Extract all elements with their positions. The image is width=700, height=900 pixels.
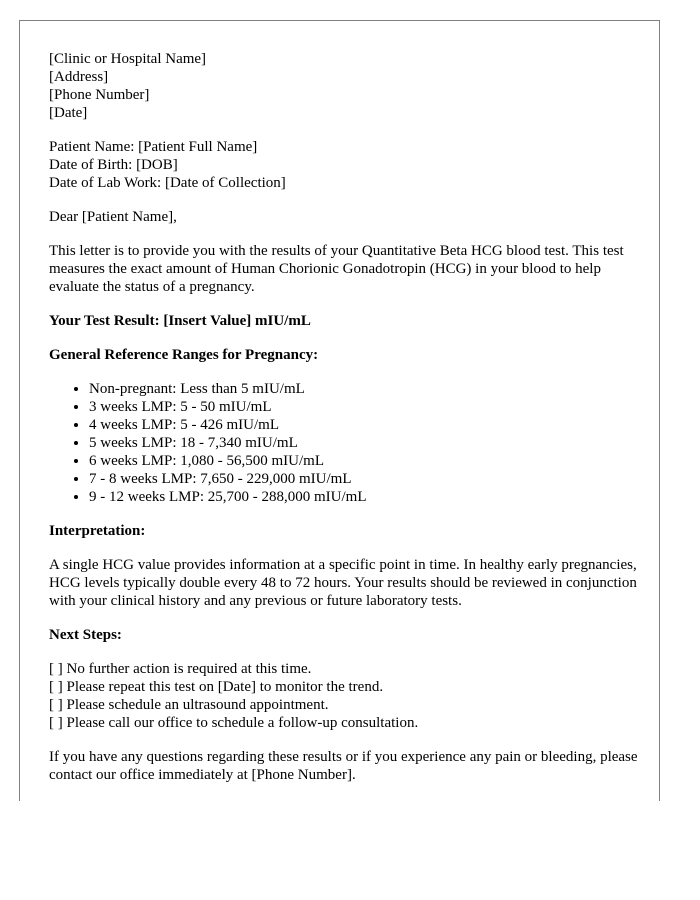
range-item: • 7 - 8 weeks LMP: 7,650 - 229,000 mIU/mL [89, 470, 649, 488]
letterhead [49, 50, 649, 122]
letter-page [19, 20, 660, 801]
next-step-item: [ ] Please schedule an ultrasound appointment. [49, 697, 329, 713]
clinic-address: [Address] [49, 69, 109, 85]
clinic-name: [Clinic or Hospital Name] [49, 51, 207, 67]
range-item: • 6 weeks LMP: 1,080 - 56,500 mIU/mL [89, 452, 649, 470]
range-item: • 9 - 12 weeks LMP: 25,700 - 288,000 mIU/mL [89, 488, 649, 506]
range-item: • 3 weeks LMP: 5 - 50 mIU/mL [89, 398, 649, 416]
next-step-item: [ ] Please repeat this test on [Date] to monitor the trend. [49, 679, 384, 695]
patient-info [49, 138, 649, 192]
test-result: Your Test Result: [Insert Value] mIU/mL [49, 313, 311, 329]
patient-name: Patient Name: [Patient Full Name] [49, 139, 258, 155]
range-item: • 4 weeks LMP: 5 - 426 mIU/mL [89, 416, 649, 434]
salutation: Dear [Patient Name], [49, 209, 177, 225]
range-item: • Non-pregnant: Less than 5 mIU/mL [89, 380, 649, 398]
intro-paragraph: This letter is to provide you with the results of your Quantitative Beta HCG blood test. This test measures the exact amount of Human Chorionic Gonadotropin (HCG) in your blood to help evaluate the status of a pregnancy. [49, 243, 624, 295]
next-steps-heading: Next Steps: [49, 627, 122, 643]
interpretation-paragraph: A single HCG value provides information at a specific point in time. In healthy early pregnancies, HCG levels typically double every 48 to 72 hours. Your results should be reviewed in conjunction with your clinical history and any previous or future laboratory tests. [49, 557, 637, 609]
next-step-item: [ ] Please call our office to schedule a follow-up consultation. [49, 715, 419, 731]
clinic-phone: [Phone Number] [49, 87, 150, 103]
next-step-item: [ ] No further action is required at this time. [49, 661, 312, 677]
range-item: • 5 weeks LMP: 18 - 7,340 mIU/mL [89, 434, 649, 452]
patient-dob: Date of Birth: [DOB] [49, 157, 178, 173]
lab-date: Date of Lab Work: [Date of Collection] [49, 175, 286, 191]
letter-date: [Date] [49, 105, 88, 121]
letter-content [49, 50, 649, 800]
closing-paragraph: If you have any questions regarding these results or if you experience any pain or bleeding, please contact our office immediately at [Phone Number]. [49, 749, 638, 783]
interpretation-heading: Interpretation: [49, 523, 146, 539]
reference-ranges-list [49, 380, 649, 506]
ranges-heading: General Reference Ranges for Pregnancy: [49, 347, 319, 363]
next-steps-list [49, 660, 649, 732]
